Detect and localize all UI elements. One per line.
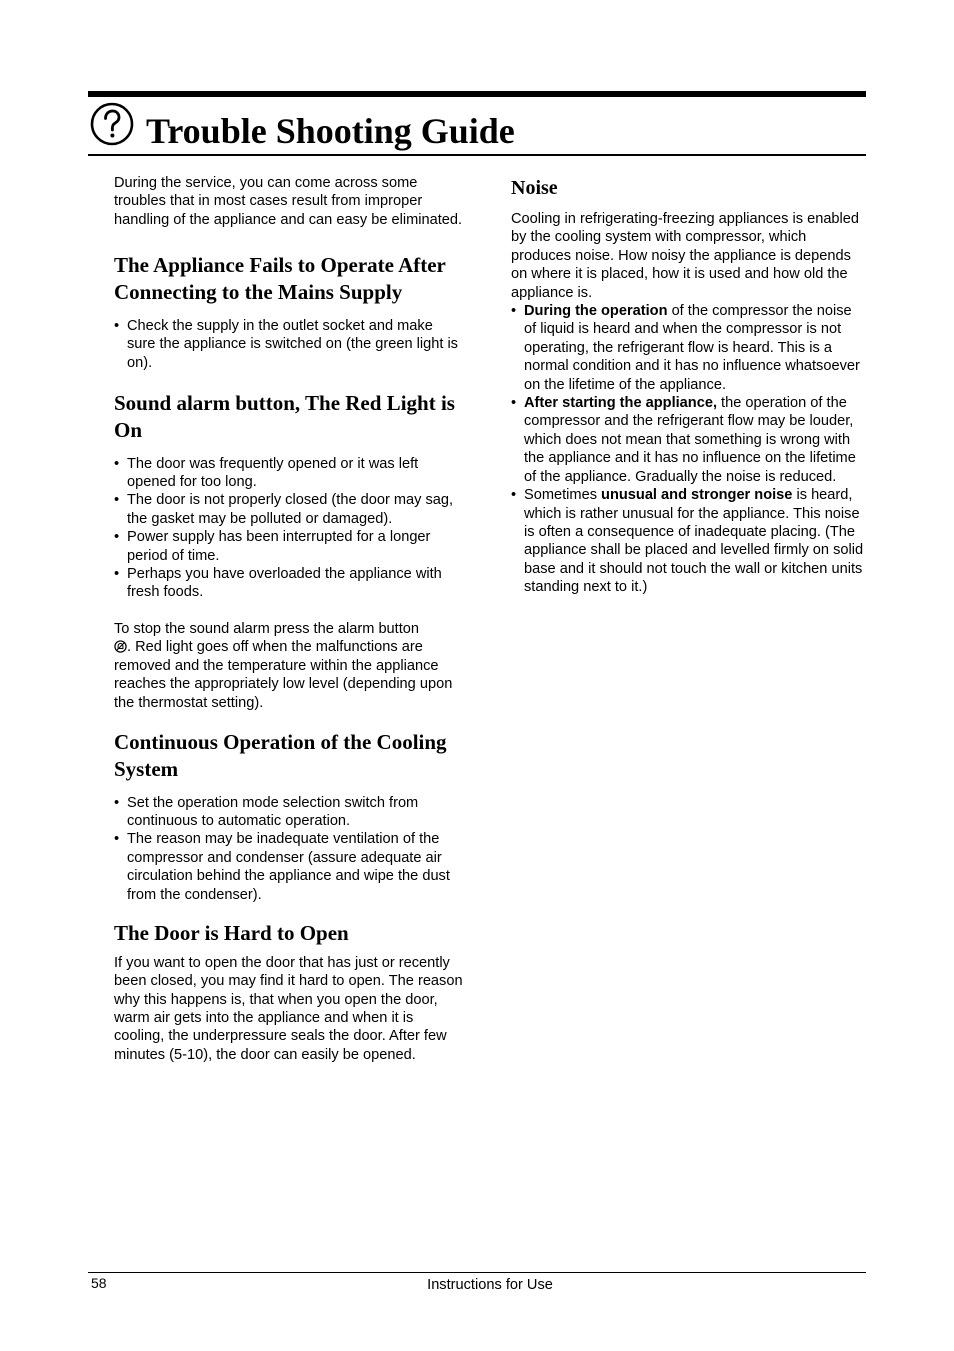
list-item: • Power supply has been interrupted for a longer period of time. xyxy=(114,528,464,565)
alarm-note xyxy=(114,620,464,712)
list-item: • Sometimes unusual and stronger noise is heard, which is rather unusual for the appliance. This noise is often a consequence of inadequate placing. (The appliance shall be placed and levelled firmly on solid base and it should not touch the wall or kitchen units standing next to it.) xyxy=(511,486,866,596)
page-number: 58 xyxy=(91,1275,107,1291)
alarm-button-icon xyxy=(114,640,127,653)
header-rule xyxy=(88,91,866,97)
list-item: • Check the supply in the outlet socket and make sure the appliance is switched on (the green light is on). xyxy=(114,317,464,372)
door-hard-paragraph: If you want to open the door that has just or recently been closed, you may find it hard to open. The reason why this happens is, that when you open the door, warm air gets into the appliance and when it is cooling, the underpressure seals the door. After few minutes (5-10), the door can easily be opened. xyxy=(114,954,463,1063)
list-item: • Set the operation mode selection switch from continuous to automatic operation. xyxy=(114,794,464,831)
right-column xyxy=(511,175,866,597)
heading-continuous: Continuous Operation of the Cooling System xyxy=(114,729,447,781)
list-item: • The door was frequently opened or it was left opened for too long. xyxy=(114,455,464,492)
list-continuous xyxy=(114,794,464,904)
list-fails-to-operate xyxy=(114,317,464,372)
page-title: Trouble Shooting Guide xyxy=(146,111,515,151)
list-sound-alarm xyxy=(114,455,464,602)
title-row xyxy=(88,100,866,156)
list-item: • Perhaps you have overloaded the appliance with fresh foods. xyxy=(114,565,464,602)
noise-paragraph: Cooling in refrigerating-freezing appliances is enabled by the cooling system with compressor, which produces noise. How noisy the appliance is depends on where it is placed, how it is used and how old the appliance is. xyxy=(511,211,860,301)
heading-noise: Noise xyxy=(511,177,558,199)
list-item: • During the operation of the compressor the noise of liquid is heard and when the compressor is not operating, the refrigerant flow is heard. This is a normal condition and it has no influence whatsoever on the lifetime of the appliance. xyxy=(511,302,866,394)
heading-sound-alarm: Sound alarm button, The Red Light is On xyxy=(114,391,455,442)
question-circle-icon xyxy=(90,102,134,146)
heading-fails-to-operate: The Appliance Fails to Operate After Connecting to the Mains Supply xyxy=(114,253,446,305)
alarm-note-text-rest: . Red light goes off when the malfunctions are removed and the temperature within the appliance reaches the appropriately low level (depending upon the thermostat setting). xyxy=(114,639,453,711)
alarm-note-text: To stop the sound alarm press the alarm button xyxy=(114,620,420,637)
list-item: • The reason may be inadequate ventilation of the compressor and condenser (assure adequate air circulation behind the appliance and wipe the dust from the condenser). xyxy=(114,830,464,904)
bold-phrase: unusual and stronger noise xyxy=(601,487,793,504)
bold-phrase: After starting the appliance, xyxy=(524,395,717,412)
list-item: • After starting the appliance, the operation of the compressor and the refrigerant flow may be louder, which does not mean that something is wrong with the appliance and it has no influence on the lifetime of the appliance. Gradually the noise is reduced. xyxy=(511,394,866,486)
list-noise xyxy=(511,302,866,597)
list-item: • The door is not properly closed (the door may sag, the gasket may be polluted or damaged). xyxy=(114,491,464,528)
footer-rule xyxy=(88,1272,866,1273)
intro-paragraph: During the service, you can come across some troubles that in most cases result from improper handling of the appliance and can easy be eliminated. xyxy=(114,175,463,228)
heading-door-hard: The Door is Hard to Open xyxy=(114,920,349,945)
bold-phrase: During the operation xyxy=(524,303,668,320)
footer-doc-title: Instructions for Use xyxy=(427,1277,553,1293)
left-column xyxy=(114,174,464,1064)
